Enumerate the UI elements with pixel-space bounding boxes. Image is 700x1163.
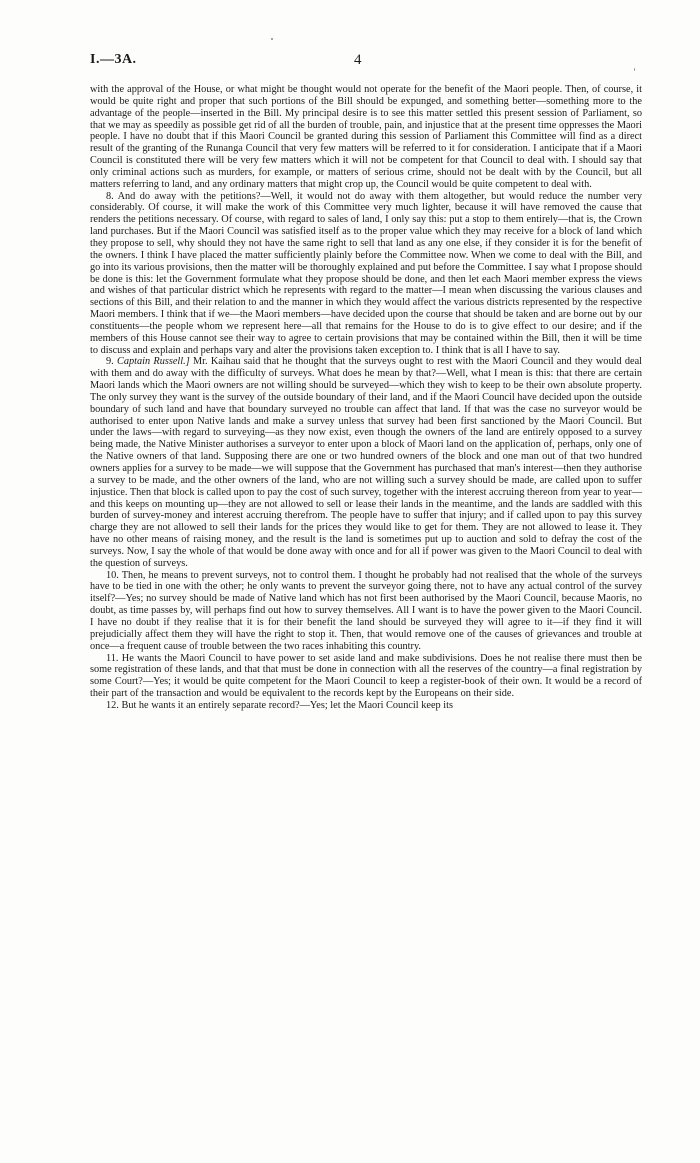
speaker-name: Captain Russell.] [116,356,190,368]
question-number: 8. [106,190,114,202]
body-text [90,84,642,712]
page-number: 4 [354,52,362,68]
speck-mark [271,38,273,40]
paragraph [90,84,642,191]
paragraph-text: with the approval of the House, or what might be thought would not operate for the benefit of the Maori people. Then, of course, it would be quite right and proper that such portions of the Bill should be expunged, and something better—something more to the advantage of the people—inserted in the Bill. My principal desire is to see this matter settled this present session of Parliament, so that we may as speedily as possible get rid of all the burden of trouble, pain, and injustice that at the present time oppresses the Maori people. I have no doubt that if this Maori Council be granted during this session of Parliament this Committee will find as a direct result of the granting of the Runanga Council that very few matters will be referred to it for consideration. I anticipate that if a Maori Council is constituted there will be very few matters which it will not be competent for that Council to deal with. I should say that only criminal actions such as murders, for example, or matters of serious crime, should not be dealt with by the Council, but all matters referring to land, and any ordinary matters that might crop up, the Council would be quite competent to deal with. [90,84,642,190]
paragraph-text: He wants the Maori Council to have power to set aside land and make subdivisions. Does he not realise there must then be some registration of these lands, and that that must be done in connection with all the reserves of the country—a final registration by some Court?—Yes; it would be quite competent for the Maori Council to keep a register-book of their own. It would be a record of their part of the transaction and would be equivalent to the records kept by the Europeans on their side. [90,652,642,700]
paragraph-text: But he wants it an entirely separate record?—Yes; let the Maori Council keep its [121,699,453,711]
question-paragraph [90,356,642,569]
paragraph-text: And do away with the petitions?—Well, it would not do away with them altogether, but would reduce the number very considerably. Of course, it will make the work of this Committee very much lighter, because it will have removed the cause that renders the petitions necessary. Of course, with regard to sales of land, I only say this: put a stop to them entirely—that is, the Crown land purchases. But if the Maori Council was satisfied itself as to the proper value which they may receive for a block of land which they propose to sell, why should they not have the same right to sell that land as any one else, if they consider it is for the benefit of the owners. I think I have placed the matter sufficiently plainly before the Committee now. When we come to deal with the Bill, and go into its various provisions, then the matter will be thoroughly explained and put before the Committee. I say what I propose should be done is this: let the Government formulate what they propose should be done, and then let each Maori member express the views and wishes of that particular district which he represents with regard to the matter—I mean when discussing the various clauses and sections of this Bill, and their relation to and the manner in which they would affect the various districts represented by the respective Maori members. I think that if we—the Maori members—have decided upon the course that should be taken and are borne out by our constituents—the people whom we represent here—all that remains for the House to do is to give effect to our desire; and if the members of this House cannot see their way to agree to certain provisions that may be contained within the Bill, then it will be time to discuss and explain and perhaps vary and alter the provisions taken exception to. I think that is all I have to say. [90,190,642,356]
question-number: 10. [106,569,119,581]
question-number: 9. [106,356,114,368]
page-header [90,52,642,72]
question-number: 12. [106,699,119,711]
question-number: 11. [106,652,119,664]
document-reference: I.—3A. [90,52,137,67]
speck-mark [634,68,635,71]
paragraph-text: Then, he means to prevent surveys, not to control them. I thought he probably had not realised that the whole of the surveys have to be tied in one with the other; he only wants to prevent the surveyor going there, not to have any actual control of the survey itself?—Yes; no survey should be made of Native land which has not first been authorised by the Maori Council, because Maoris, no doubt, as time passes by, will perhaps find out how to survey themselves. All I want is to have the power given to the Maori Council. I have no doubt if they realise that it is for their benefit the land should be surveyed they will agree to it—if they find it will prejudicially affect them they will have the right to stop it. Then, that would remove one of the causes of grievances and trouble at once—a frequent cause of trouble between the two races inhabiting this country. [90,569,643,652]
paragraph-text: Mr. Kaihau said that he thought that the surveys ought to rest with the Maori Council and they would deal with them and do away with the difficulty of surveys. What does he mean by that?—Well, what I mean is this: that there are certain Maori lands which the Maori owners are not willing should be surveyed—which they wish to keep to be their own absolute property. The only survey they want is the survey of the outside boundary of their land, and if the Maori Council have decided upon the outside boundary of such land and have that boundary surveyed no trouble can affect that land. If that was the case no surveyor would be authorised to enter upon Native lands and make a survey unless that survey had been first sanctioned by the Maori Council. But under the laws—with regard to surveying—as they now exist, even though the owners of the land are entirely opposed to a survey being made, the Native Minister authorises a surveyor to enter upon a block of Maori land on the application of, perhaps, only one of the Native owners of that land. Supposing there are one or two hundred owners of the block and one man out of that two hundred owners applies for a survey to be made—we will suppose that the Government has purchased that man's interest—then they authorise a survey to be made, and the other owners of the land, who are not willing such a survey should be made, are called upon to suffer injustice. Then that block is called upon to pay the cost of such survey, together with the interest accruing thereon from year to year—and this keeps on mounting up—they are not allowed to sell or lease their lands in the meantime, and the lands are saddled with this burden of survey-money and interest accruing therefrom. The people have to suffer that injury; and if called upon to pay this survey charge they are not allowed to sell their lands for the prices they would like to get for them. They are not allowed to lease it. They have no other means of raising money, and the result is the land is sometimes put up to auction and sold to defray the cost of the surveys. Now, I say the whole of that would be done away with once and for all if power was given to the Maori Council to deal with the question of surveys. [90,356,642,569]
question-paragraph [90,191,642,357]
question-paragraph [90,570,642,653]
question-paragraph [90,653,642,700]
question-paragraph [90,700,642,712]
